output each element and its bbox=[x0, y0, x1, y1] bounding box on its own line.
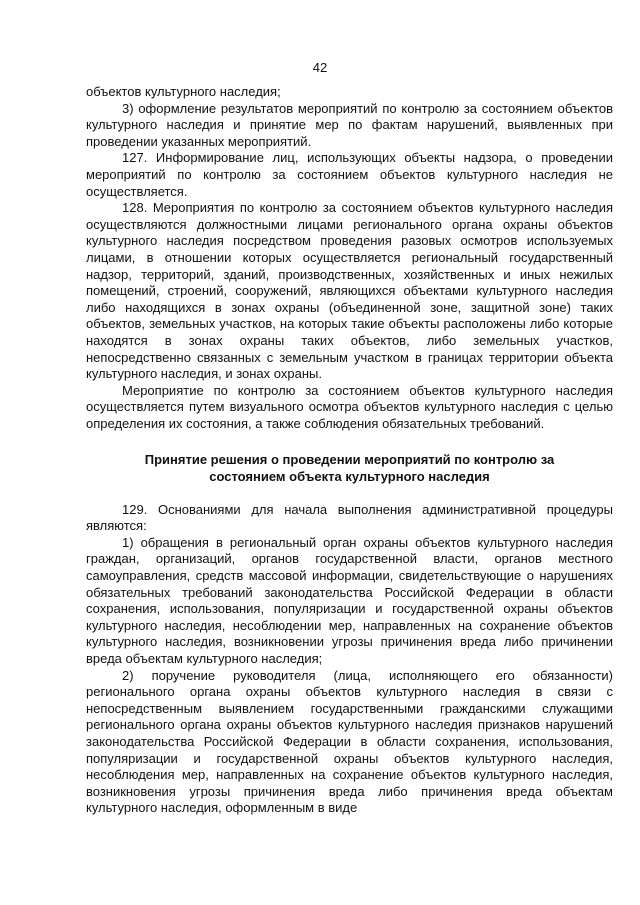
paragraph-127: 127. Информирование лиц, использующих объекты надзора, о проведении мероприятий по контролю за состоянием объектов культурного наследия не осуществляется. bbox=[86, 150, 613, 199]
section-heading: Принятие решения о проведении мероприятий по контролю за состоянием объекта культурного наследия bbox=[144, 452, 555, 485]
document-body bbox=[86, 84, 613, 817]
paragraph-129: 129. Основаниями для начала выполнения административной процедуры являются: bbox=[86, 501, 613, 534]
paragraph-128: 128. Мероприятия по контролю за состоянием объектов культурного наследия осуществляются должностными лицами регионального органа охраны объектов культурного наследия посредством проведения разовых осмотров используемых лицами, в отношении которых осуществляется региональный государственный надзор, территорий, зданий, производственных, хозяйственных и иных нежилых помещений, строений, сооружений, являющихся объектами культурного наследия либо находящихся в зонах охраны (объединенной зоне, защитной зоне) таких объектов, земельных участков, на которых такие объекты расположены либо которые находятся в зонах охраны таких объектов, либо земельных участков, непосредственно связанных с земельным участком в границах территории объекта культурного наследия, и зонах охраны. bbox=[86, 200, 613, 382]
paragraph-item-2: 2) поручение руководителя (лица, исполняющего его обязанности) регионального органа охраны объектов культурного наследия в связи с непосредственным выявлением государственными гражданскими служащими регионального органа охраны объектов культурного наследия признаков нарушений законодательства Российской Федерации в области сохранения, использования, популяризации и государственной охраны объектов культурного наследия, несоблюдения мер, направленных на сохранение объектов культурного наследия, возникновения угрозы причинения вреда либо причинения вреда объектам культурного наследия, оформленным в виде bbox=[86, 667, 613, 816]
paragraph-item-1: 1) обращения в региональный орган охраны объектов культурного наследия граждан, организаций, органов государственной власти, органов местного самоуправления, средств массовой информации, свидетельствующие о нарушениях обязательных требований законодательства Российской Федерации в области сохранения, использования, популяризации и государственной охраны объектов культурного наследия, несоблюдении мер, направленных на сохранение объектов культурного наследия, возникновении угрозы причинения вреда либо причинении вреда объектам культурного наследия; bbox=[86, 534, 613, 666]
paragraph-item-3: 3) оформление результатов мероприятий по контролю за состоянием объектов культурного наследия и принятие мер по фактам нарушений, выявленных при проведении указанных мероприятий. bbox=[86, 100, 613, 149]
page-number: 42 bbox=[312, 60, 328, 75]
paragraph-visual-inspection: Мероприятие по контролю за состоянием объектов культурного наследия осуществляется путем визуального осмотра объектов культурного наследия с целью определения их состояния, а также соблюдения обязательных требований. bbox=[86, 382, 613, 431]
paragraph-continuation: объектов культурного наследия; bbox=[86, 84, 281, 99]
